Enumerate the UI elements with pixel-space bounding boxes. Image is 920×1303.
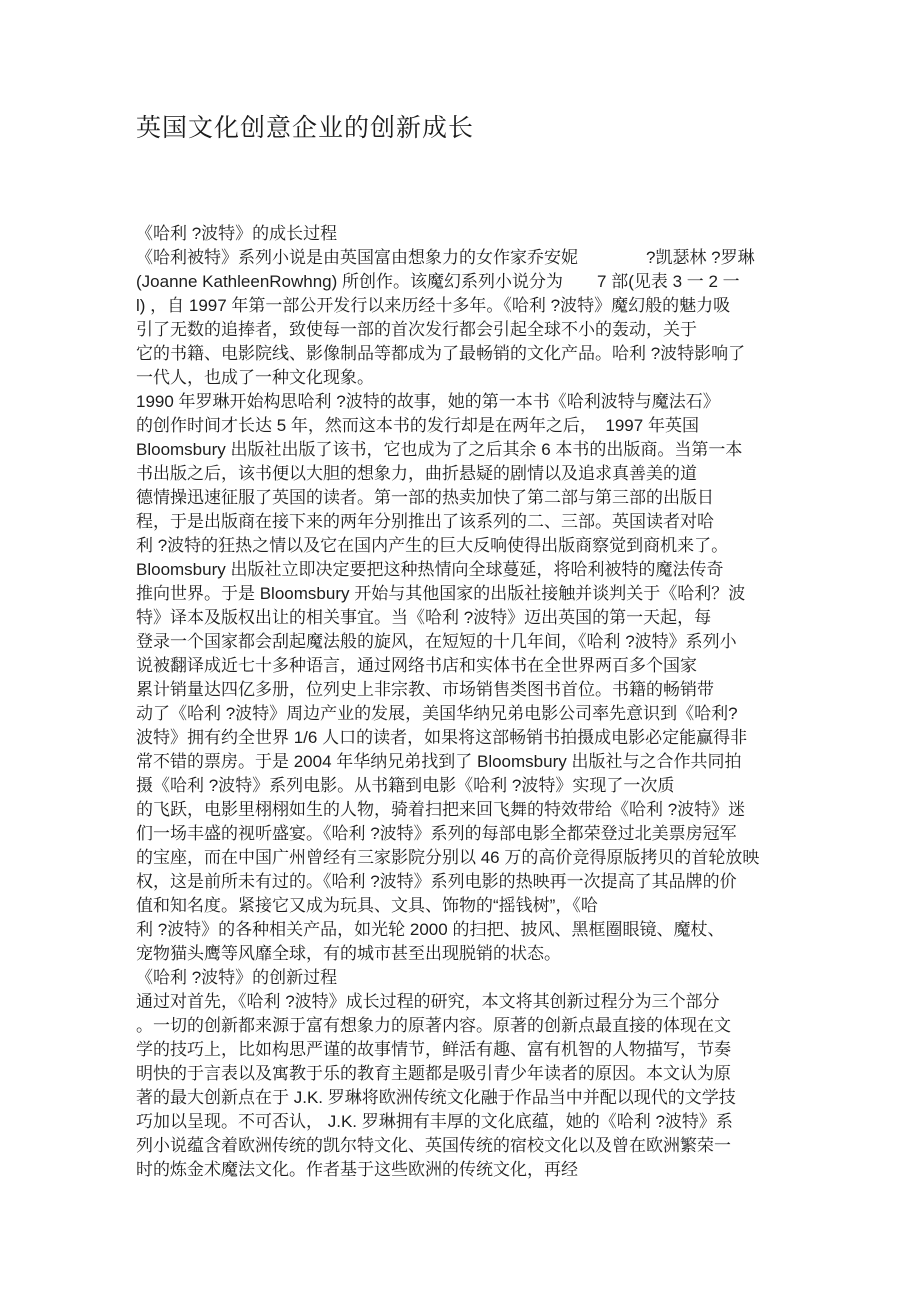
text-line: 值和知名度。紧接它又成为玩具、文具、饰物的“摇钱树”，《哈 [136,896,598,915]
text-line: 《哈利 ?波特》的成长过程 [136,224,338,243]
text-line: 引了无数的追捧者，致使每一部的首次发行都会引起全球不小的轰动，关于 [136,320,697,339]
text-line: 们一场丰盛的视听盛宴。《哈利 ?波特》系列的每部电影全都荣登过北美票房冠军 [136,824,737,843]
text-line: 摄《哈利 ?波特》系列电影。从书籍到电影《哈利 ?波特》实现了一次质 [136,776,675,795]
document-body [136,222,796,1182]
text-line: 德情操迅速征服了英国的读者。第一部的热卖加快了第二部与第三部的出版日 [136,488,714,507]
text-line: 著的最大创新点在于 J.K. 罗琳将欧洲传统文化融于作品当中并配以现代的文学技 [136,1088,736,1107]
text-line: 累计销量达四亿多册，位列史上非宗教、市场销售类图书首位。书籍的畅销带 [136,680,714,699]
text-line: 利 ?波特的狂热之情以及它在国内产生的巨大反响使得出版商察觉到商机来了。 [136,536,729,555]
text-line: 宠物猫头鹰等风靡全球，有的城市甚至出现脱销的状态。 [136,944,561,963]
text-line: 推向世界。于是 Bloomsbury 开始与其他国家的出版社接触并谈判关于《哈利？波 [136,584,746,603]
text-line: 明快的于言表以及寓教于乐的教育主题都是吸引青少年读者的原因。本文认为原 [136,1064,731,1083]
text-line: 特》译本及版权出让的相关事宜。当《哈利 ?波特》迈出英国的第一天起，每 [136,608,712,627]
text-line: 波特》拥有约全世界 1/6 人口的读者，如果将这部畅销书拍摄成电影必定能赢得非 [136,728,748,747]
text-line: 程，于是出版商在接下来的两年分别推出了该系列的二、三部。英国读者对哈 [136,512,714,531]
text-line: 登录一个国家都会刮起魔法般的旋风，在短短的十几年间，《哈利 ?波特》系列小 [136,632,737,651]
text-line: (Joanne KathleenRowhng) 所创作。该魔幻系列小说分为 7 部(见表 3 一 2 一 [136,272,740,291]
text-line: 的宝座，而在中国广州曾经有三家影院分别以 46 万的高价竞得原版拷贝的首轮放映 [136,848,760,867]
text-line: 列小说蕴含着欧洲传统的凯尔特文化、英国传统的宿校文化以及曾在欧洲繁荣一 [136,1136,731,1155]
text-line: 的创作时间才长达 5 年，然而这本书的发行却是在两年之后， 1997 年英国 [136,416,699,435]
text-line: 学的技巧上，比如构思严谨的故事情节，鲜活有趣、富有机智的人物描写，节奏 [136,1040,731,1059]
text-line: l) ，自 1997 年第一部公开发行以来历经十多年。《哈利 ?波特》魔幻般的魅力吸 [136,296,731,315]
text-line: 说被翻译成近七十多种语言，通过网络书店和实体书在全世界两百多个国家 [136,656,697,675]
text-line: 《哈利被特》系列小说是由英国富由想象力的女作家乔安妮 ?凯瑟林 ?罗琳 [136,248,755,267]
text-line: 书出版之后，该书便以大胆的想象力，曲折悬疑的剧情以及追求真善美的道 [136,464,697,483]
text-line: 利 ?波特》的各种相关产品，如光轮 2000 的扫把、披风、黑框圈眼镜、魔杖、 [136,920,725,939]
text-line: 一代人，也成了一种文化现象。 [136,368,374,387]
text-line: Bloomsbury 出版社出版了该书，它也成为了之后其余 6 本书的出版商。当第一本 [136,440,743,459]
text-line: 时的炼金术魔法文化。作者基于这些欧洲的传统文化，再经 [136,1160,578,1179]
text-line: Bloomsbury 出版社立即决定要把这种热情向全球蔓延，将哈利被特的魔法传奇 [136,560,724,579]
text-line: 。一切的创新都来源于富有想象力的原著内容。原著的创新点最直接的体现在文 [136,1016,731,1035]
text-line: 1990 年罗琳开始构思哈利 ?波特的故事，她的第一本书《哈利波特与魔法石》 [136,392,720,411]
text-line: 它的书籍、电影院线、影像制品等都成为了最畅销的文化产品。哈利 ?波特影响了 [136,344,746,363]
document-title: 英国文化创意企业的创新成长 [136,114,475,142]
text-line: 的飞跃，电影里栩栩如生的人物，骑着扫把来回飞舞的特效带给《哈利 ?波特》迷 [136,800,746,819]
text-line: 通过对首先，《哈利 ?波特》成长过程的研究，本文将其创新过程分为三个部分 [136,992,720,1011]
text-line: 巧加以呈现。不可否认， J.K. 罗琳拥有丰厚的文化底蕴，她的《哈利 ?波特》系 [136,1112,733,1131]
text-line: 《哈利 ?波特》的创新过程 [136,968,338,987]
text-line: 权，这是前所未有过的。《哈利 ?波特》系列电影的热映再一次提高了其品牌的价 [136,872,737,891]
text-line: 动了《哈利 ?波特》周边产业的发展，美国华纳兄弟电影公司率先意识到《哈利? [136,704,738,723]
text-line: 常不错的票房。于是 2004 年华纳兄弟找到了 Bloomsbury 出版社与之合作共同拍 [136,752,742,771]
